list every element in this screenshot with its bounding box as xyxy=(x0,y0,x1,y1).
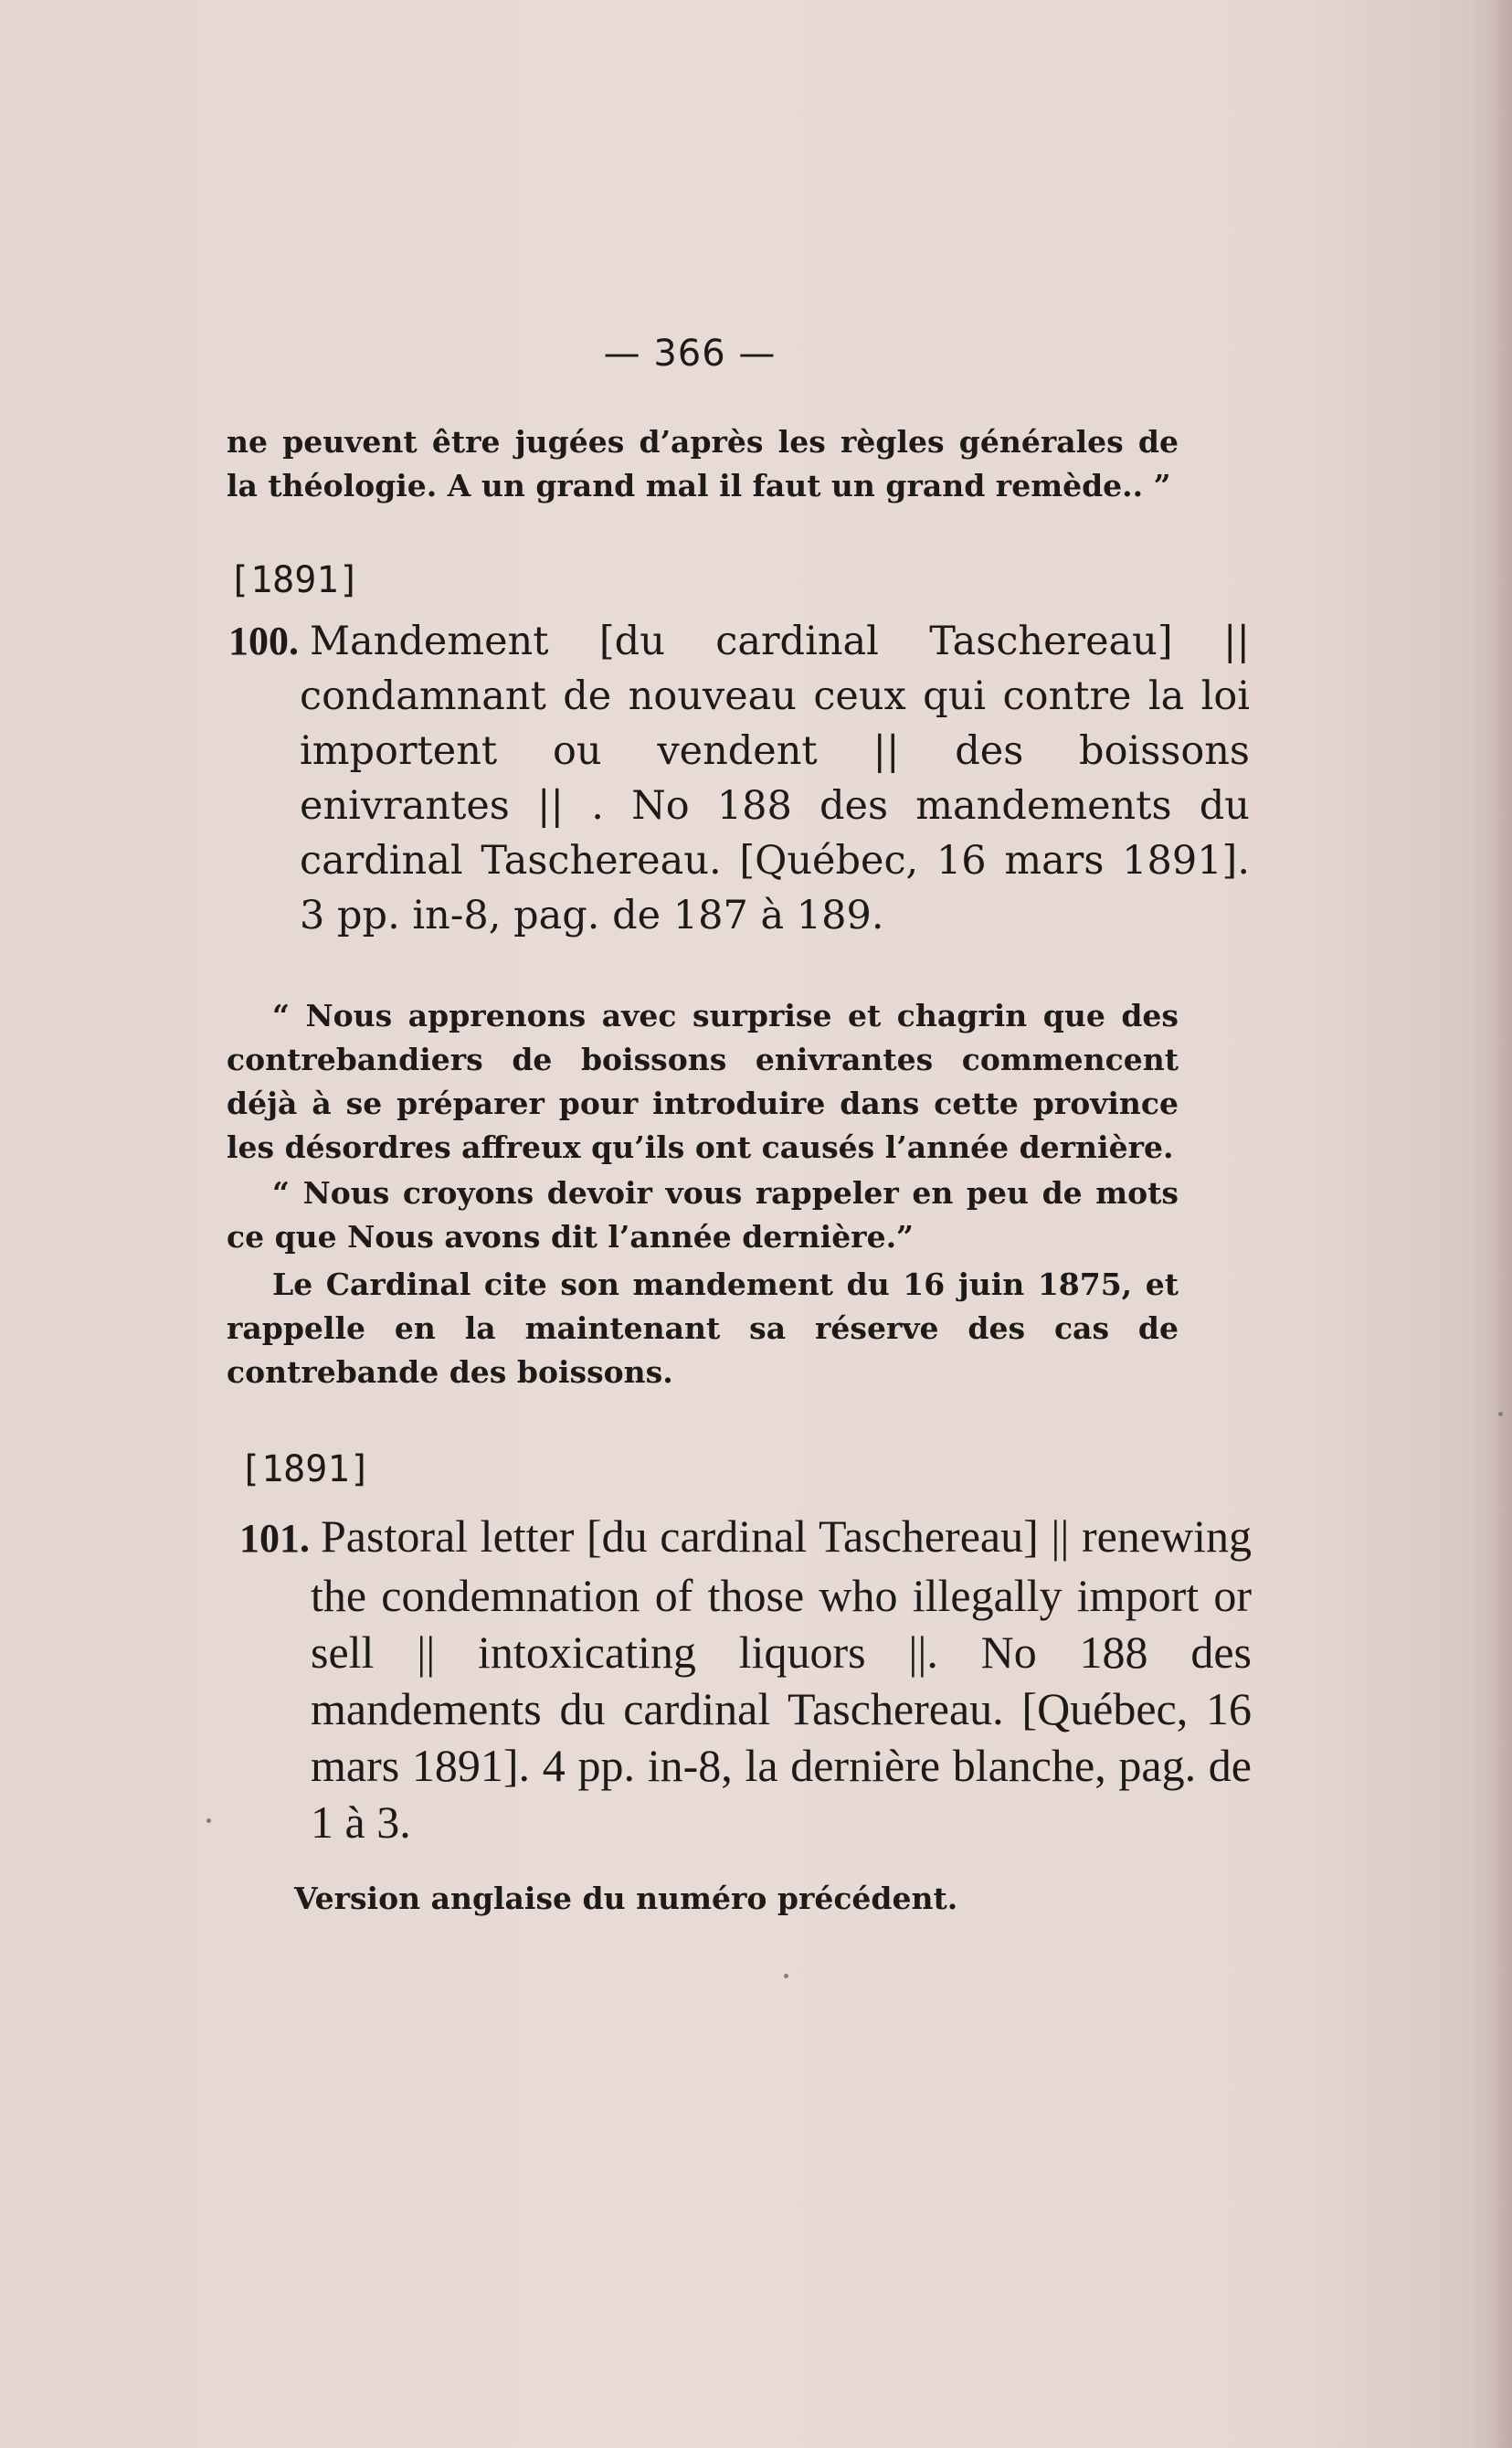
paper-speck xyxy=(1498,1412,1503,1416)
entry-101-date: [1891] xyxy=(239,1448,372,1490)
entry-100-number: 100. xyxy=(228,619,299,663)
entry-100-note-1: “ Nous apprenons avec surprise et chagrin que des contrebandiers de boissons enivrantes commencent déjà à se préparer pour introduire dans cette province les désordres affreux qu’ils ont causés l’année dernière. xyxy=(227,998,1179,1165)
entry-101-number: 101. xyxy=(239,1516,310,1561)
entry-100 xyxy=(228,614,1250,943)
entry-100-note-2: “ Nous croyons devoir vous rappeler en peu de mots ce que Nous avons dit l’année dernière.” xyxy=(227,1175,1179,1255)
paper-speck xyxy=(784,1974,788,1978)
entry-100-text: Mandement [du cardinal Taschereau] || condamnant de nouveau ceux qui contre la loi importent ou vendent || des boissons enivrantes || . No 188 des mandements du cardinal Taschereau. [Québec, 16 mars 1891]. 3 pp. in-8, pag. de 187 à 189. xyxy=(300,619,1250,938)
entry-101 xyxy=(239,1508,1252,1850)
page-number: — 366 — xyxy=(603,333,777,375)
entry-101-text: Pastoral letter [du cardinal Taschereau] || renewing the condemnation of those who illegally import or sell || intoxicating liquors ||. No 188 des mandements du cardinal Taschereau. [Québec, 16 mars 1891]. 4 pp. in-8, la dernière blanche, pag. de 1 à 3. xyxy=(311,1510,1252,1848)
paper-speck xyxy=(206,1818,211,1823)
entry-101-note: Version anglaise du numéro précédent. xyxy=(294,1881,958,1916)
continuation-paragraph: ne peuvent être jugées d’après les règles générales de la théologie. A un grand mal il faut un grand remède.. ” xyxy=(227,424,1179,503)
entry-100-date: [1891] xyxy=(228,559,361,601)
page-edge-shadow xyxy=(1490,0,1512,2448)
entry-100-note-3: Le Cardinal cite son mandement du 16 juin 1875, et rappelle en la maintenant sa réserve des cas de contrebande des boissons. xyxy=(227,1266,1179,1390)
